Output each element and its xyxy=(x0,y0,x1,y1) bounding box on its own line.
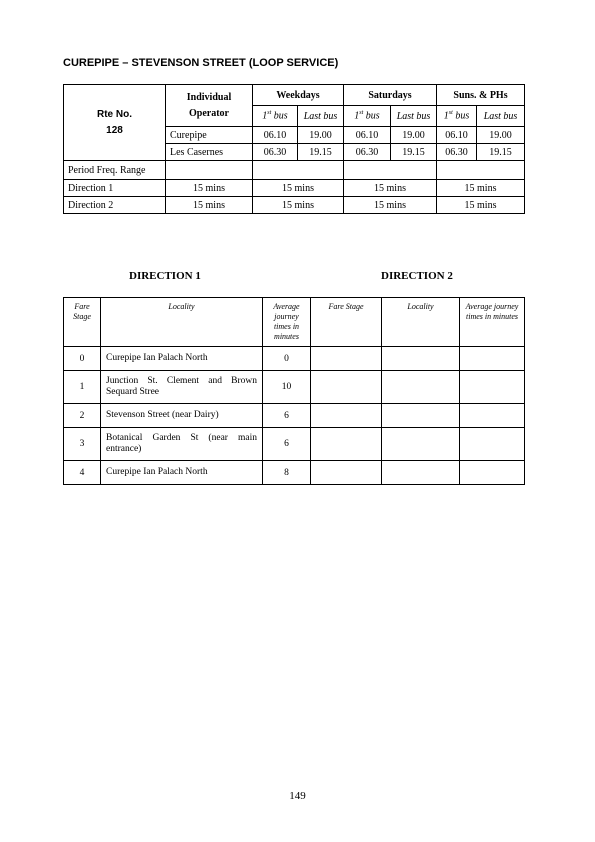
direction-1-heading: DIRECTION 1 xyxy=(129,270,201,282)
page-title: CUREPIPE – STEVENSON STREET (LOOP SERVICE) xyxy=(63,57,339,69)
saturdays-header: Saturdays xyxy=(344,85,437,106)
locality-cell: Stevenson Street (near Dairy) xyxy=(101,404,263,428)
freq-cell: 15 mins xyxy=(344,197,437,214)
period-label: Period Freq. Range xyxy=(64,161,166,180)
locality-cell: Curepipe Ian Palach North xyxy=(101,461,263,485)
time-cell: 19.00 xyxy=(391,127,437,144)
empty-cell xyxy=(382,428,460,461)
freq-cell: 15 mins xyxy=(344,180,437,197)
empty-cell xyxy=(460,371,525,404)
table-row xyxy=(64,371,525,404)
freq-cell: 15 mins xyxy=(437,180,525,197)
fare-stage-cell: 0 xyxy=(64,347,101,371)
empty-cell xyxy=(437,161,525,180)
table-row xyxy=(64,161,525,180)
freq-cell: 15 mins xyxy=(253,197,344,214)
empty-cell xyxy=(460,428,525,461)
locality-cell: Curepipe Ian Palach North xyxy=(101,347,263,371)
empty-cell xyxy=(311,371,382,404)
last-bus-header: Last bus xyxy=(298,106,344,127)
empty-cell xyxy=(344,161,437,180)
freq-cell: 15 mins xyxy=(253,180,344,197)
journey-time-cell: 6 xyxy=(263,404,311,428)
origin-cell: Curepipe xyxy=(166,127,253,144)
time-cell: 06.10 xyxy=(253,127,298,144)
empty-cell xyxy=(166,161,253,180)
time-cell: 19.00 xyxy=(477,127,525,144)
route-label: Rte No. xyxy=(97,108,132,120)
first-bus-header: 1st bus xyxy=(344,106,391,127)
weekdays-header: Weekdays xyxy=(253,85,344,106)
route-number: 128 xyxy=(106,124,123,136)
empty-cell xyxy=(311,347,382,371)
journey-time-cell: 0 xyxy=(263,347,311,371)
operator-header xyxy=(166,85,253,127)
page-number: 149 xyxy=(289,790,306,802)
time-cell: 19.15 xyxy=(298,144,344,161)
empty-cell xyxy=(311,461,382,485)
time-cell: 06.30 xyxy=(253,144,298,161)
freq-cell: 15 mins xyxy=(437,197,525,214)
empty-cell xyxy=(460,347,525,371)
table-row xyxy=(64,180,525,197)
fare-stage-cell: 4 xyxy=(64,461,101,485)
table-row xyxy=(64,428,525,461)
empty-cell xyxy=(253,161,344,180)
table-row xyxy=(64,404,525,428)
fare-stage-header: Fare Stage xyxy=(311,298,382,347)
time-cell: 06.10 xyxy=(344,127,391,144)
empty-cell xyxy=(382,347,460,371)
direction-label: Direction 1 xyxy=(64,180,166,197)
time-cell: 06.30 xyxy=(344,144,391,161)
journey-time-cell: 8 xyxy=(263,461,311,485)
origin-cell: Les Casernes xyxy=(166,144,253,161)
fare-stage-cell: 3 xyxy=(64,428,101,461)
fare-stage-table xyxy=(63,297,525,485)
schedule-table xyxy=(63,84,525,214)
journey-time-cell: 6 xyxy=(263,428,311,461)
route-number-cell xyxy=(64,85,166,161)
journey-time-header: Average journey times in minutes xyxy=(263,298,311,347)
locality-header: Locality xyxy=(101,298,263,347)
direction-2-heading: DIRECTION 2 xyxy=(381,270,453,282)
fare-stage-cell: 1 xyxy=(64,371,101,404)
empty-cell xyxy=(311,404,382,428)
empty-cell xyxy=(382,404,460,428)
locality-cell: Botanical Garden St (near main entrance) xyxy=(101,428,263,461)
fare-stage-cell: 2 xyxy=(64,404,101,428)
freq-cell: 15 mins xyxy=(166,197,253,214)
table-row xyxy=(64,347,525,371)
empty-cell xyxy=(382,461,460,485)
first-bus-header: 1st bus xyxy=(437,106,477,127)
table-row xyxy=(64,197,525,214)
first-bus-header: 1st bus xyxy=(253,106,298,127)
fare-stage-header: Fare Stage xyxy=(64,298,101,347)
time-cell: 19.15 xyxy=(391,144,437,161)
time-cell: 06.30 xyxy=(437,144,477,161)
time-cell: 06.10 xyxy=(437,127,477,144)
empty-cell xyxy=(460,461,525,485)
locality-cell: Junction St. Clement and Brown Sequard Stree xyxy=(101,371,263,404)
empty-cell xyxy=(311,428,382,461)
locality-header: Locality xyxy=(382,298,460,347)
direction-label: Direction 2 xyxy=(64,197,166,214)
freq-cell: 15 mins xyxy=(166,180,253,197)
empty-cell xyxy=(382,371,460,404)
operator-header-line2: Operator xyxy=(189,107,229,119)
last-bus-header: Last bus xyxy=(477,106,525,127)
journey-time-cell: 10 xyxy=(263,371,311,404)
time-cell: 19.15 xyxy=(477,144,525,161)
last-bus-header: Last bus xyxy=(391,106,437,127)
empty-cell xyxy=(460,404,525,428)
table-row xyxy=(64,461,525,485)
operator-header-line1: Individual xyxy=(186,91,232,103)
time-cell: 19.00 xyxy=(298,127,344,144)
journey-time-header: Average journey times in minutes xyxy=(460,298,525,347)
sundays-header: Suns. & PHs xyxy=(437,85,525,106)
